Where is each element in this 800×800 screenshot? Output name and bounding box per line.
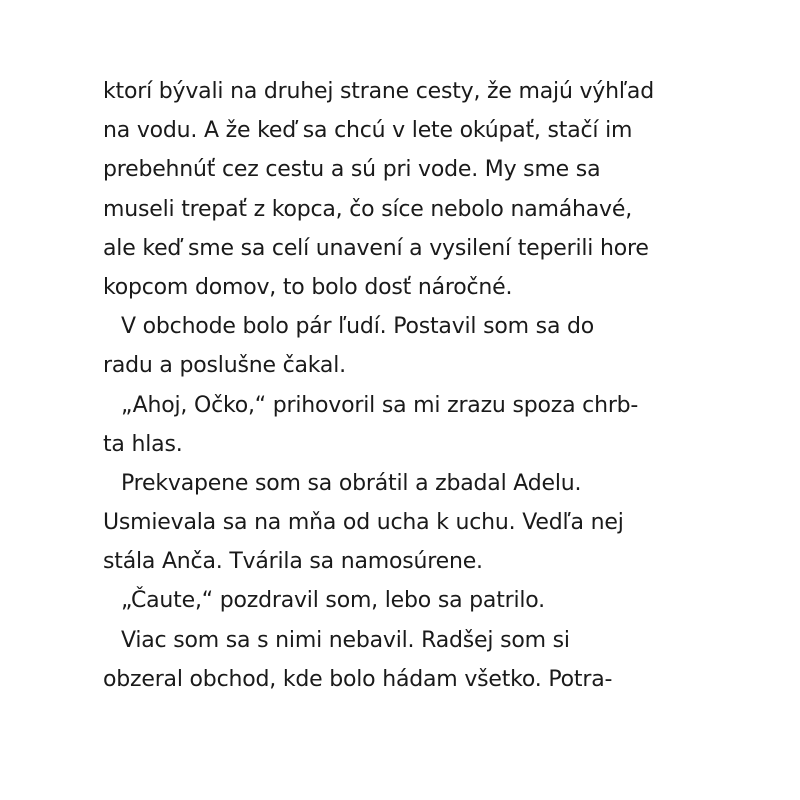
paragraph-start-line: V obchode bolo pár ľudí. Postavil som sa do	[121, 314, 595, 340]
paragraph-start-line: Prekvapene som sa obrátil a zbadal Adelu.	[121, 470, 582, 496]
text-line: na vodu. A že keď sa chcú v lete okúpať, stačí im	[103, 118, 633, 144]
text-line: kopcom domov, to bolo dosť náročné.	[103, 274, 513, 300]
text-line: ta hlas.	[103, 431, 183, 457]
text-line: Usmievala sa na mňa od ucha k uchu. Vedľa nej	[103, 510, 624, 536]
text-line: ale keď sme sa celí unavení a vysilení teperili hore	[103, 235, 649, 261]
paragraph-start-line: „Ahoj, Očko,“ prihovoril sa mi zrazu spoza chrb-	[121, 392, 639, 418]
page-body-text	[103, 72, 703, 699]
text-line: obzeral obchod, kde bolo hádam všetko. Potra-	[103, 666, 613, 692]
text-line: stála Anča. Tvárila sa namosúrene.	[103, 549, 483, 575]
text-line: prebehnúť cez cestu a sú pri vode. My sme sa	[103, 157, 601, 183]
paragraph-start-line: Viac som sa s nimi nebavil. Radšej som si	[121, 627, 570, 653]
text-line: ktorí bývali na druhej strane cesty, že majú výhľad	[103, 79, 654, 104]
text-line: museli trepať z kopca, čo síce nebolo namáhavé,	[103, 196, 632, 222]
paragraph-start-line: „Čaute,“ pozdravil som, lebo sa patrilo.	[121, 588, 545, 614]
text-line: radu a poslušne čakal.	[103, 353, 346, 379]
